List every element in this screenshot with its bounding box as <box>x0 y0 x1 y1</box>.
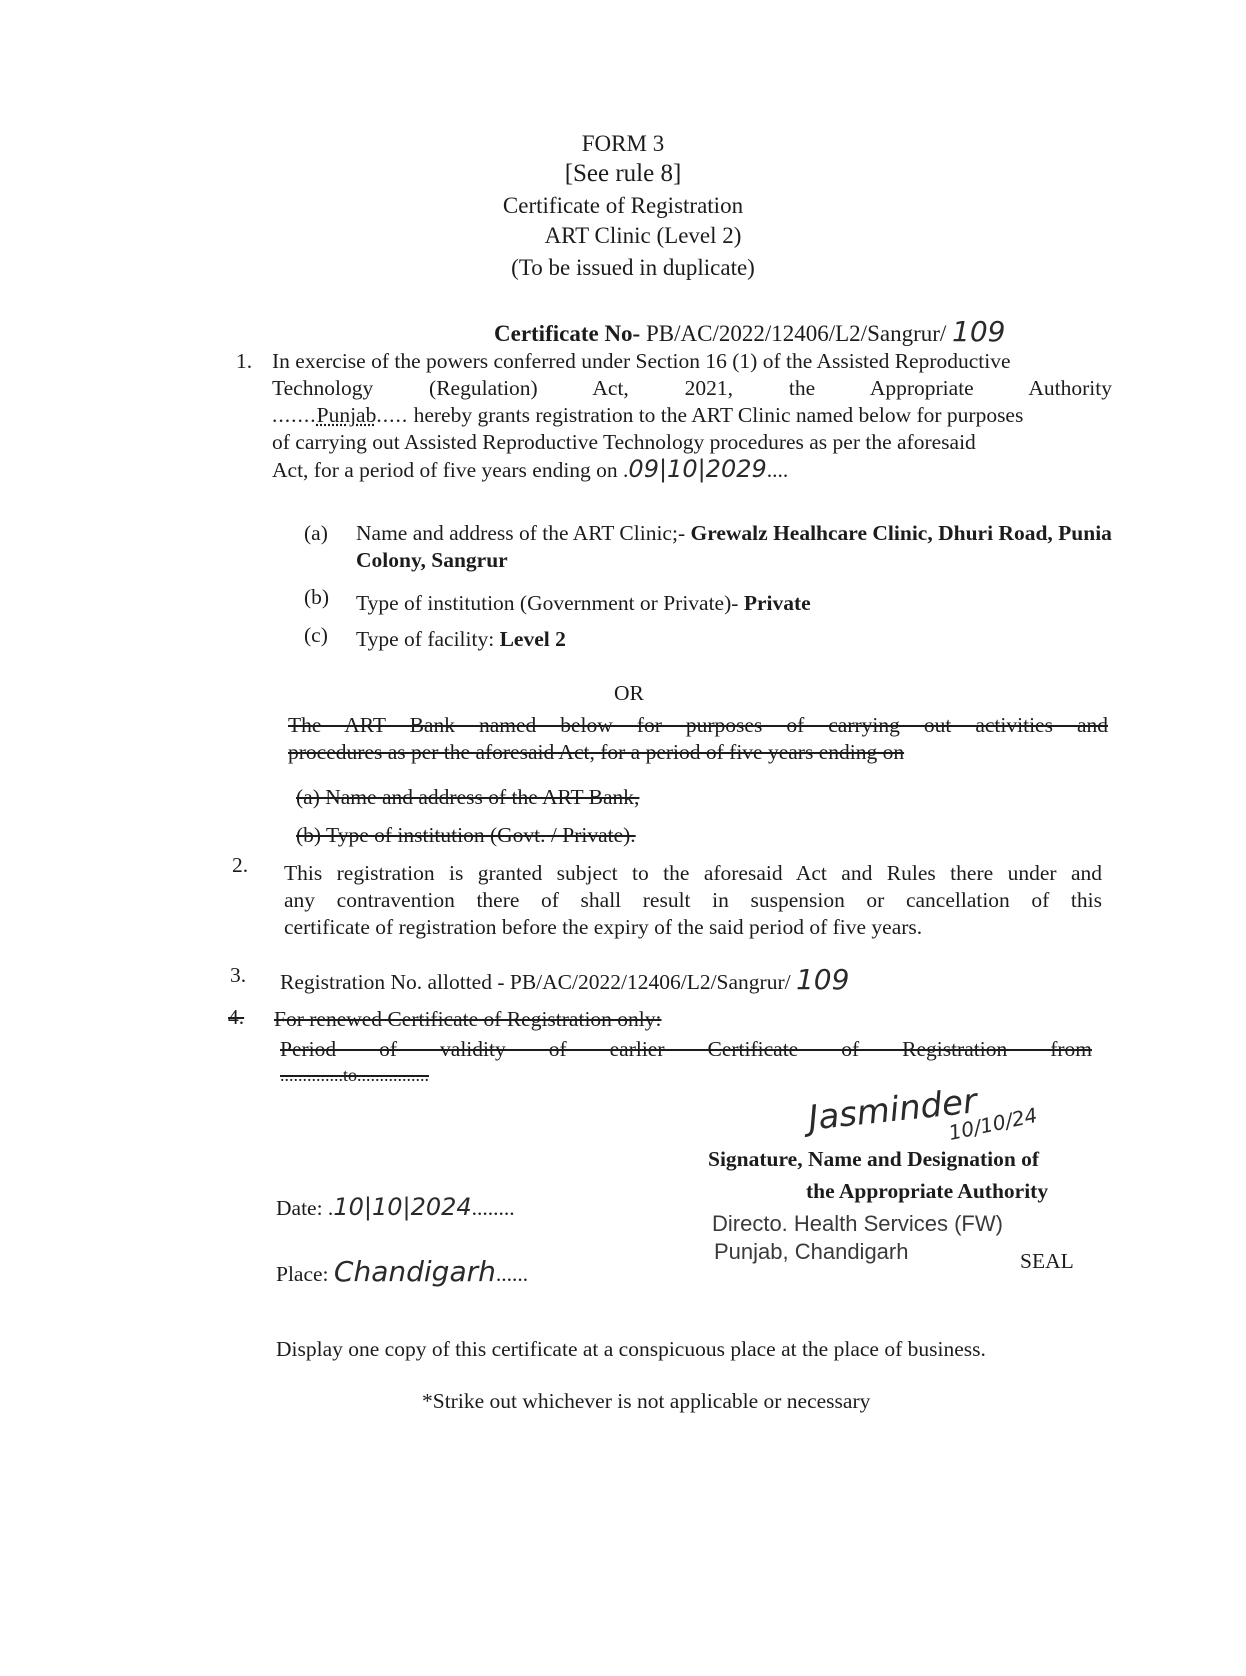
duplicate-note: (To be issued in duplicate) <box>511 255 755 280</box>
item1-line5-text: Act, for a period of five years ending on . <box>272 458 629 482</box>
registration-number: Registration No. allotted - PB/AC/2022/12406/L2/Sangrur/ <box>280 970 791 994</box>
bank-line2: procedures as per the aforesaid Act, for a period of five years ending on <box>288 740 905 764</box>
certificate-handwritten-number: 109 <box>952 315 1006 348</box>
official-stamp-line1: Directo. Health Services (FW) <box>712 1211 1003 1236</box>
item4-number: 4. <box>228 1005 245 1029</box>
item1-b-label: (b) <box>304 585 330 609</box>
item1-c-label: (c) <box>304 623 328 647</box>
place-label: Place: <box>276 1262 329 1286</box>
item1-c-text: Type of facility: <box>356 627 495 651</box>
item1-b <box>356 590 811 617</box>
handwritten-signature: Jasminder <box>806 1081 979 1139</box>
item1-a <box>356 520 1116 574</box>
signature-caption-2: the Appropriate Authority <box>806 1179 1049 1203</box>
item1-paragraph <box>272 348 1112 484</box>
place-field <box>276 1255 529 1288</box>
place-value: Chandigarh <box>333 1255 496 1288</box>
or-separator: OR <box>614 681 644 705</box>
item2-line2: any contravention there of shall result in suspension or cancellation of this <box>284 888 1102 912</box>
document-subtitle: ART Clinic (Level 2) <box>544 223 742 248</box>
date-value: 10|10|2024 <box>333 1193 472 1221</box>
item1-c <box>356 626 566 653</box>
item1-number: 1. <box>236 349 253 373</box>
date-label: Date: . <box>276 1196 334 1220</box>
institution-type: Private <box>743 591 811 615</box>
item1-b-text: Type of institution (Government or Private)- <box>356 591 739 615</box>
registration-handwritten-number: 109 <box>795 963 850 996</box>
official-stamp-line2: Punjab, Chandigarh <box>714 1239 909 1264</box>
dots: ....... <box>272 403 317 427</box>
strike-out-note: *Strike out whichever is not applicable or necessary <box>422 1389 871 1413</box>
signature-caption-1: Signature, Name and Designation of <box>708 1147 1040 1171</box>
clinic-name-address: Grewalz Healhcare Clinic, Dhuri Road, Punia Colony, Sangrur <box>356 521 1112 572</box>
bank-paragraph <box>288 712 1108 766</box>
item1-line4: of carrying out Assisted Reproductive Technology procedures as per the aforesaid <box>272 430 976 454</box>
item4-line1: For renewed Certificate of Registration only: <box>274 1007 662 1031</box>
facility-type: Level 2 <box>499 627 566 651</box>
seal-label: SEAL <box>1020 1249 1074 1273</box>
item4-line2: Period of validity of earlier Certificate of Registration from <box>280 1037 1092 1061</box>
state-name: Punjab <box>316 403 377 427</box>
item1-line2: Technology (Regulation) Act, 2021, the Appropriate Authority <box>272 376 1112 400</box>
date-field <box>276 1194 515 1222</box>
dots: ........ <box>471 1196 515 1220</box>
form-number: FORM 3 <box>581 131 665 156</box>
rule-reference: [See rule 8] <box>564 160 682 187</box>
item2-line3: certificate of registration before the expiry of the said period of five years. <box>284 915 923 939</box>
certificate-value: PB/AC/2022/12406/L2/Sangrur/ <box>645 321 947 346</box>
item1-line3-text: hereby grants registration to the ART Clinic named below for purposes <box>413 403 1024 427</box>
item1-line1: In exercise of the powers conferred under Section 16 (1) of the Assisted Reproductive <box>272 349 1011 373</box>
item1-line3 <box>272 402 1112 429</box>
display-instruction: Display one copy of this certificate at a conspicuous place at the place of business. <box>276 1337 986 1361</box>
item3-number: 3. <box>230 963 247 987</box>
bank-item-a: (a) Name and address of the ART Bank, <box>296 785 640 809</box>
item1-a-text: Name and address of the ART Clinic;- <box>356 521 686 545</box>
document-title: Certificate of Registration <box>502 193 744 218</box>
item1-line5 <box>272 456 1112 484</box>
item1-a-label: (a) <box>304 521 328 545</box>
item2-line1: This registration is granted subject to the aforesaid Act and Rules there under and <box>284 861 1102 885</box>
certificate-label: Certificate No- <box>494 321 641 346</box>
dots: ...... <box>495 1262 529 1286</box>
item4-line3: ..............to................ <box>280 1065 430 1085</box>
dots: ..... <box>376 403 409 427</box>
certificate-number <box>494 315 1006 348</box>
bank-line1: The ART Bank named below for purposes of carrying out activities and <box>288 713 1108 737</box>
dots: .... <box>766 458 789 482</box>
bank-item-b: (b) Type of institution (Govt. / Private). <box>296 823 636 847</box>
item2-paragraph <box>284 860 1102 941</box>
item2-number: 2. <box>232 853 249 877</box>
signature-date: 10/10/24 <box>946 1102 1040 1146</box>
item3 <box>280 963 850 996</box>
expiry-date-handwritten: 09|10|2029 <box>628 455 767 483</box>
